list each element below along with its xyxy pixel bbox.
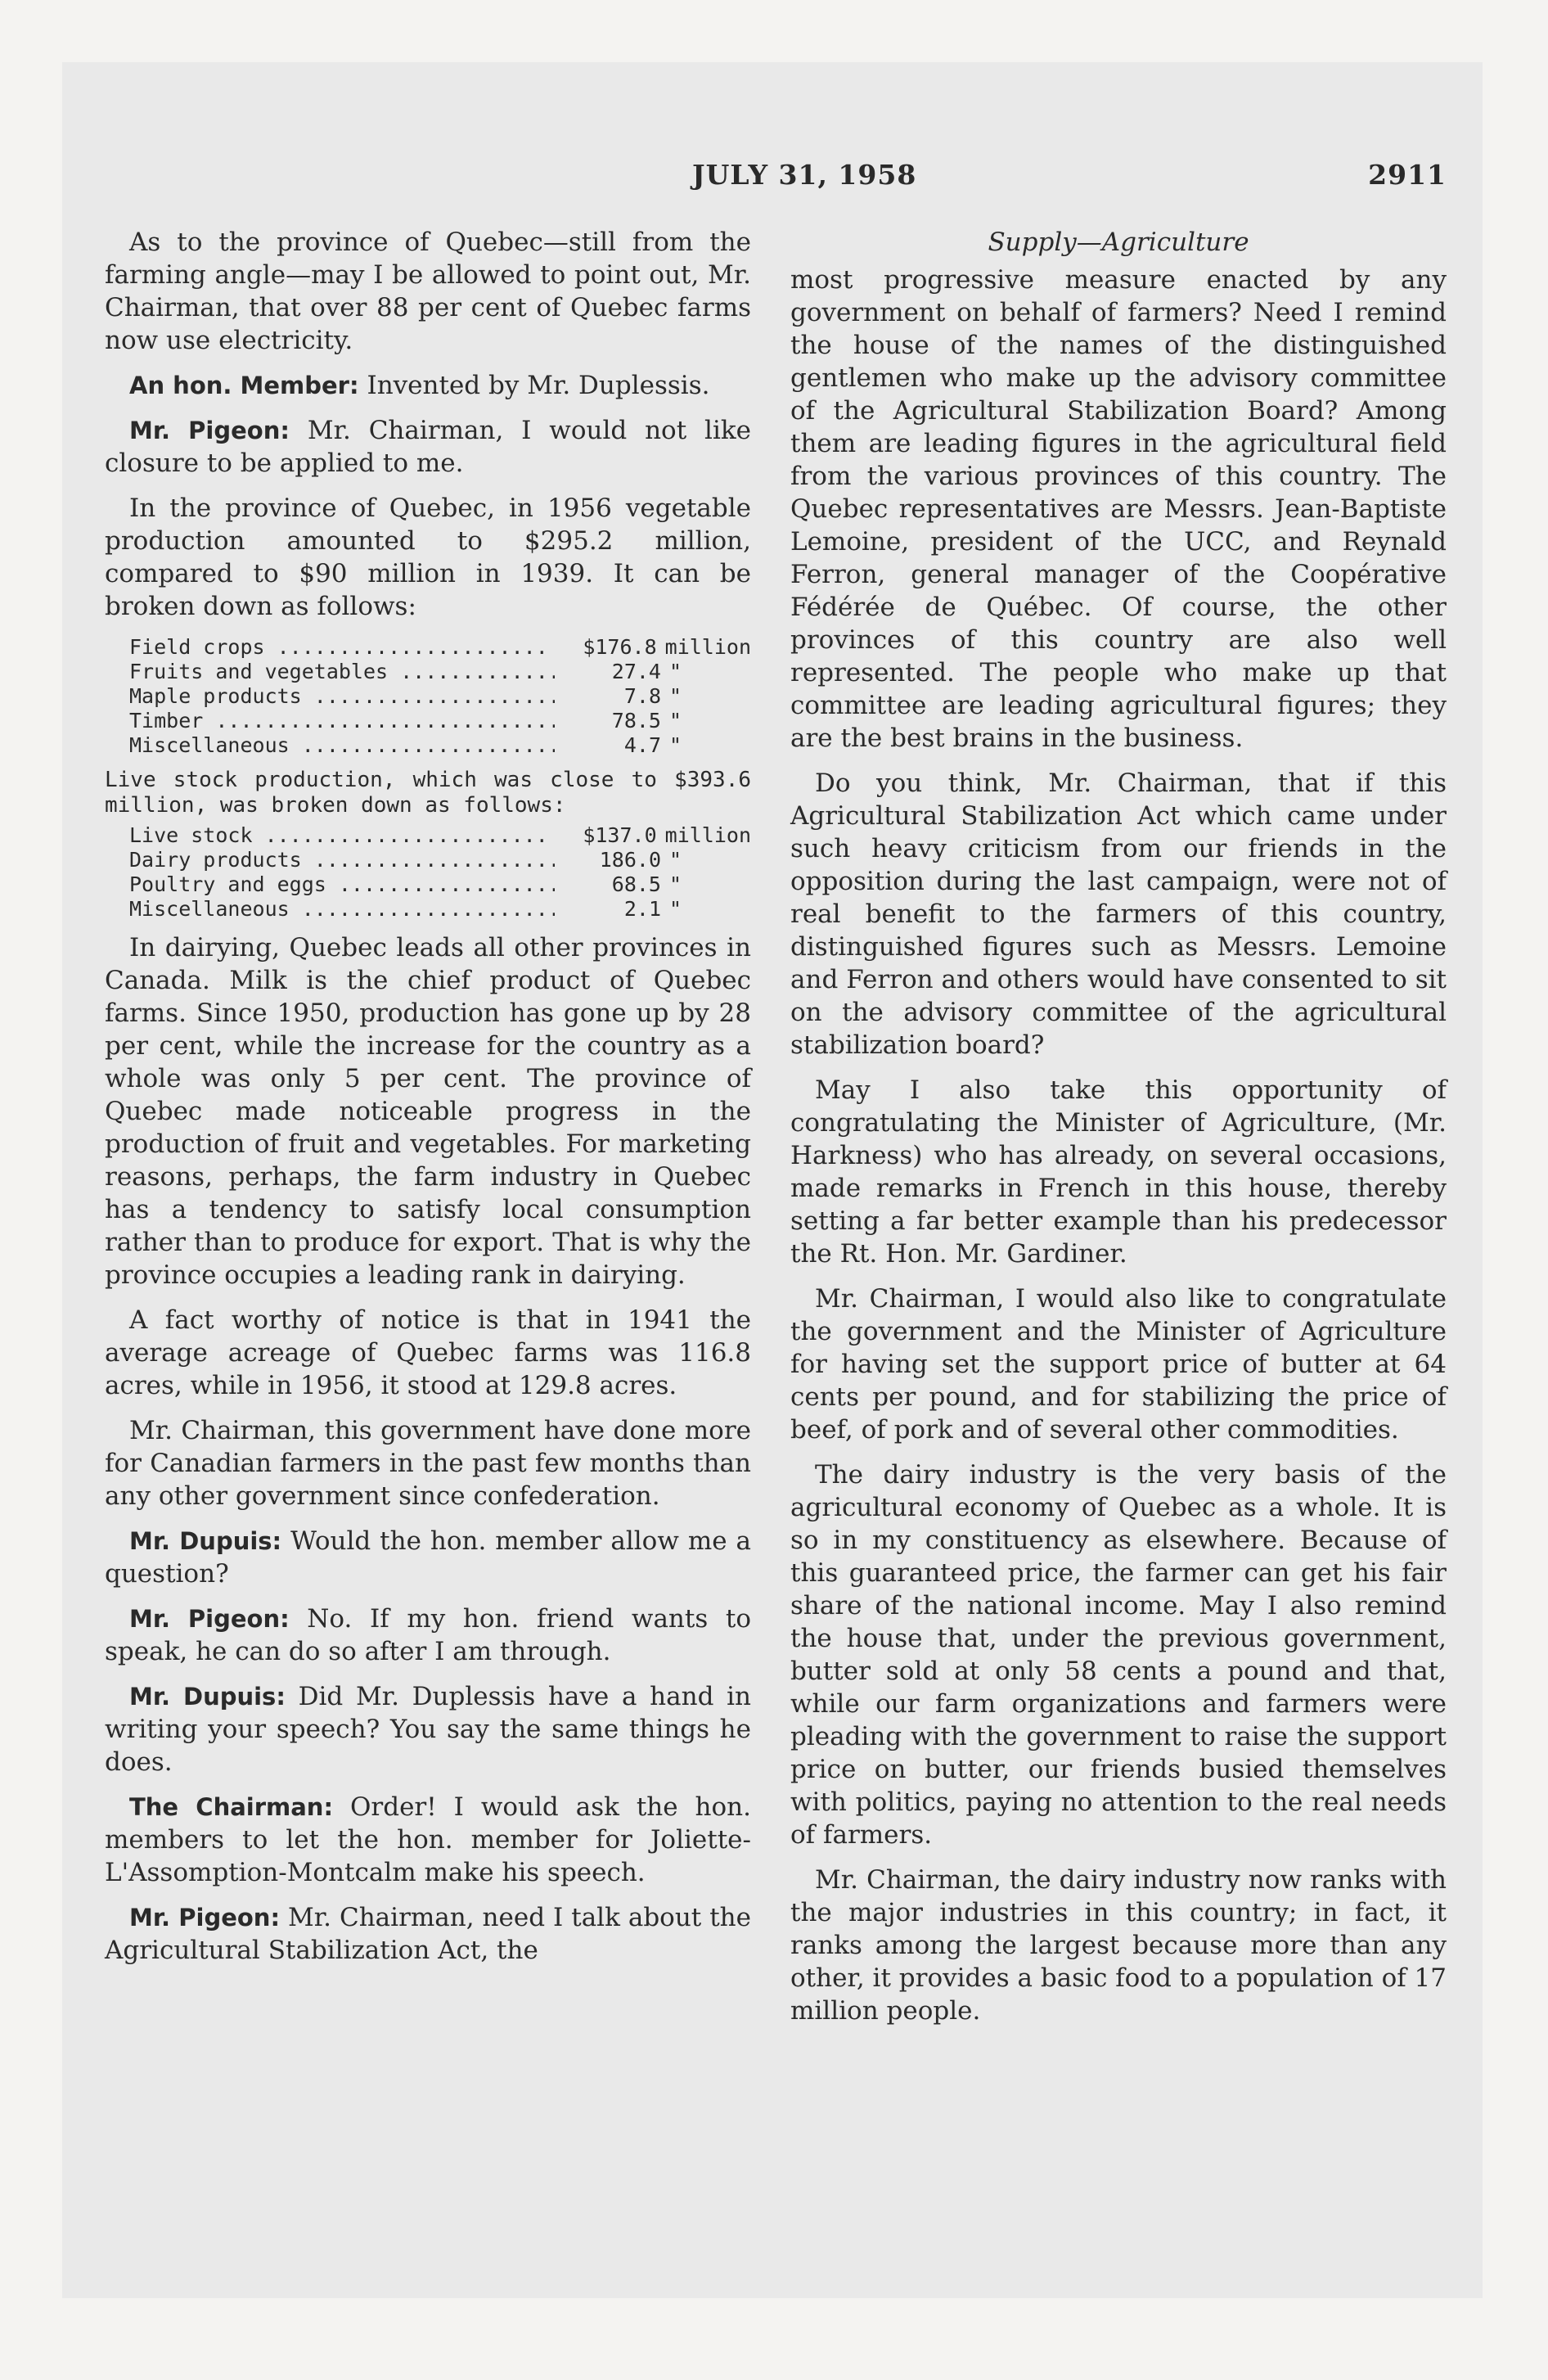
table-row (129, 872, 751, 897)
row-label: Live stock ..... (129, 823, 551, 848)
speech-text: Mr. Chairman, I would not like closure to be applied to me. (105, 416, 751, 478)
table-row (129, 733, 751, 758)
paragraph: As to the province of Quebec—still from the farming angle—may I be allowed to point out, Mr. Chairman, that over 88 per cent of Quebec farms now use electricity. (105, 228, 751, 355)
row-unit: " (669, 872, 682, 896)
row-unit: " (669, 709, 682, 732)
table-row (129, 897, 751, 922)
row-unit: " (669, 684, 682, 708)
section-heading: Supply—Agriculture (988, 228, 1249, 257)
livestock-production-table (129, 823, 751, 922)
row-label: Dairy products ..... (129, 848, 555, 872)
row-value: 27.4 (611, 660, 661, 683)
table-row (129, 660, 751, 684)
right-column (790, 226, 1447, 2040)
paragraph: Mr. Chairman, I would also like to congratulate the government and the Minister of Agriculture for having set the support price of butter at 64 cents per pound, and for stabilizing the price of beef, of pork and of several other commodities. (790, 1284, 1447, 1445)
row-value: $137.0 (583, 823, 657, 847)
row-label: Miscellaneous ..... (129, 733, 555, 758)
paragraph (105, 1791, 751, 1889)
row-label: Field crops ..... (129, 635, 551, 660)
speech-text: Order! I would ask the hon. members to let the hon. member for Joliette-L'Assomption-Montcalm make his speech. (105, 1792, 751, 1887)
row-unit: million (664, 823, 751, 847)
page-number: 2911 (1368, 159, 1447, 191)
row-unit: " (669, 848, 682, 872)
row-label: Miscellaneous ..... (129, 897, 555, 922)
speech-text: Mr. Chairman, need I talk about the Agricultural Stabilization Act, the (105, 1903, 751, 1965)
paragraph (105, 369, 751, 402)
row-value: 2.1 (623, 897, 661, 921)
paragraph (105, 1525, 751, 1590)
paragraph (105, 1602, 751, 1668)
table-row (129, 635, 751, 660)
header-date: JULY 31, 1958 (692, 159, 917, 191)
speech-text: No. If my hon. friend wants to speak, he can do so after I am through. (105, 1604, 751, 1666)
speaker-name: The Chairman: (129, 1793, 334, 1821)
paragraph: A fact worthy of notice is that in 1941 the average acreage of Quebec farms was 116.8 acres, while in 1956, it stood at 129.8 acres. (105, 1305, 751, 1400)
row-value: 68.5 (611, 872, 661, 896)
left-column (105, 226, 751, 1979)
row-value: $176.8 (583, 635, 657, 659)
speaker-name: Mr. Dupuis: (129, 1683, 286, 1711)
row-value: 7.8 (623, 684, 661, 708)
row-label: Maple products ..... (129, 684, 555, 709)
paragraph: In dairying, Quebec leads all other provinces in Canada. Milk is the chief product of Quebec farms. Since 1950, production has gone up by 28 per cent, while the increase for the country as a whole was only 5 per cent. The province of Quebec made noticeable progress in the production of fruit and vegetables. For marketing reasons, perhaps, the farm industry in Quebec has a tendency to satisfy local consumption rather than to produce for export. That is why the province occupies a leading rank in dairying. (105, 933, 751, 1290)
paragraph: most progressive measure enacted by any government on behalf of farmers? Need I remind the house of the names of the distinguished gentlemen who make up the advisory committee of the Agricultural Stabilization Board? Among them are leading figures in the agricultural field from the various provinces of this country. The Quebec representatives are Messrs. Jean-Baptiste Lemoine, president of the UCC, and Reynald Ferron, general manager of the Coopérative Fédérée de Québec. Of course, the other provinces of this country are also well represented. The people who make up that committee are leading agricultural figures; they are the best brains in the business. (790, 265, 1447, 753)
paragraph: Do you think, Mr. Chairman, that if this Agricultural Stabilization Act which came under such heavy criticism from our friends in the opposition during the last campaign, were not of real benefit to the farmers of this country, distinguished figures such as Messrs. Lemoine and Ferron and others would have consented to sit on the advisory committee of the agricultural stabilization board? (790, 769, 1447, 1060)
table-row (129, 823, 751, 848)
paragraph: Mr. Chairman, the dairy industry now ranks with the major industries in this country; in fact, it ranks among the largest because more than any other, it provides a basic food to a population of 17 million people. (790, 1865, 1447, 2026)
row-value: 4.7 (623, 733, 661, 757)
paragraph: Mr. Chairman, this government have done more for Canadian farmers in the past few months than any other government since confederation. (105, 1416, 751, 1511)
hansard-page (62, 62, 1483, 2298)
speaker-name: An hon. Member: (129, 372, 359, 399)
table-row (129, 709, 751, 733)
speech-text: Did Mr. Duplessis have a hand in writing your speech? You say the same things he does. (105, 1682, 751, 1777)
page-header (62, 159, 1483, 208)
row-label: Fruits and vegetables ..... (129, 660, 555, 684)
paragraph: May I also take this opportunity of congratulating the Minister of Agriculture, (Mr. Harkness) who has already, on several occasions, made remarks in French in this house, thereby setting a far better example than his predecessor the Rt. Hon. Mr. Gardiner. (790, 1075, 1447, 1269)
row-unit: million (664, 635, 751, 659)
paragraph: In the province of Quebec, in 1956 vegetable production amounted to $295.2 million, compared to $90 million in 1939. It can be broken down as follows: (105, 494, 751, 621)
paragraph (105, 1901, 751, 1967)
row-unit: " (669, 897, 682, 921)
row-unit: " (669, 660, 682, 683)
table-row (129, 684, 751, 709)
table-row (129, 848, 751, 872)
row-unit: " (669, 733, 682, 757)
row-label: Timber ..... (129, 709, 555, 733)
paragraph (105, 414, 751, 480)
speech-text: Would the hon. member allow me a question? (105, 1526, 751, 1589)
livestock-intro: Live stock production, which was close to $393.6 million, was broken down as follows: (105, 768, 751, 818)
speaker-name: Mr. Pigeon: (129, 1904, 281, 1931)
speaker-name: Mr. Pigeon: (129, 417, 290, 444)
speaker-name: Mr. Pigeon: (129, 1605, 290, 1633)
row-label: Poultry and eggs ..... (129, 872, 555, 897)
speaker-name: Mr. Dupuis: (129, 1527, 282, 1555)
paragraph (105, 1680, 751, 1778)
paragraph: The dairy industry is the very basis of the agricultural economy of Quebec as a whole. It is so in my constituency as elsewhere. Because of this guaranteed price, the farmer can get his fair share of the national income. May I also remind the house that, under the previous government, butter sold at only 58 cents a pound and that, while our farm organizations and farmers were pleading with the government to raise the support price on butter, our friends busied themselves with politics, paying no attention to the real needs of farmers. (790, 1460, 1447, 1850)
vegetable-production-table (129, 635, 751, 758)
row-value: 186.0 (599, 848, 661, 872)
row-value: 78.5 (611, 709, 661, 732)
speech-text: Invented by Mr. Duplessis. (358, 371, 710, 400)
